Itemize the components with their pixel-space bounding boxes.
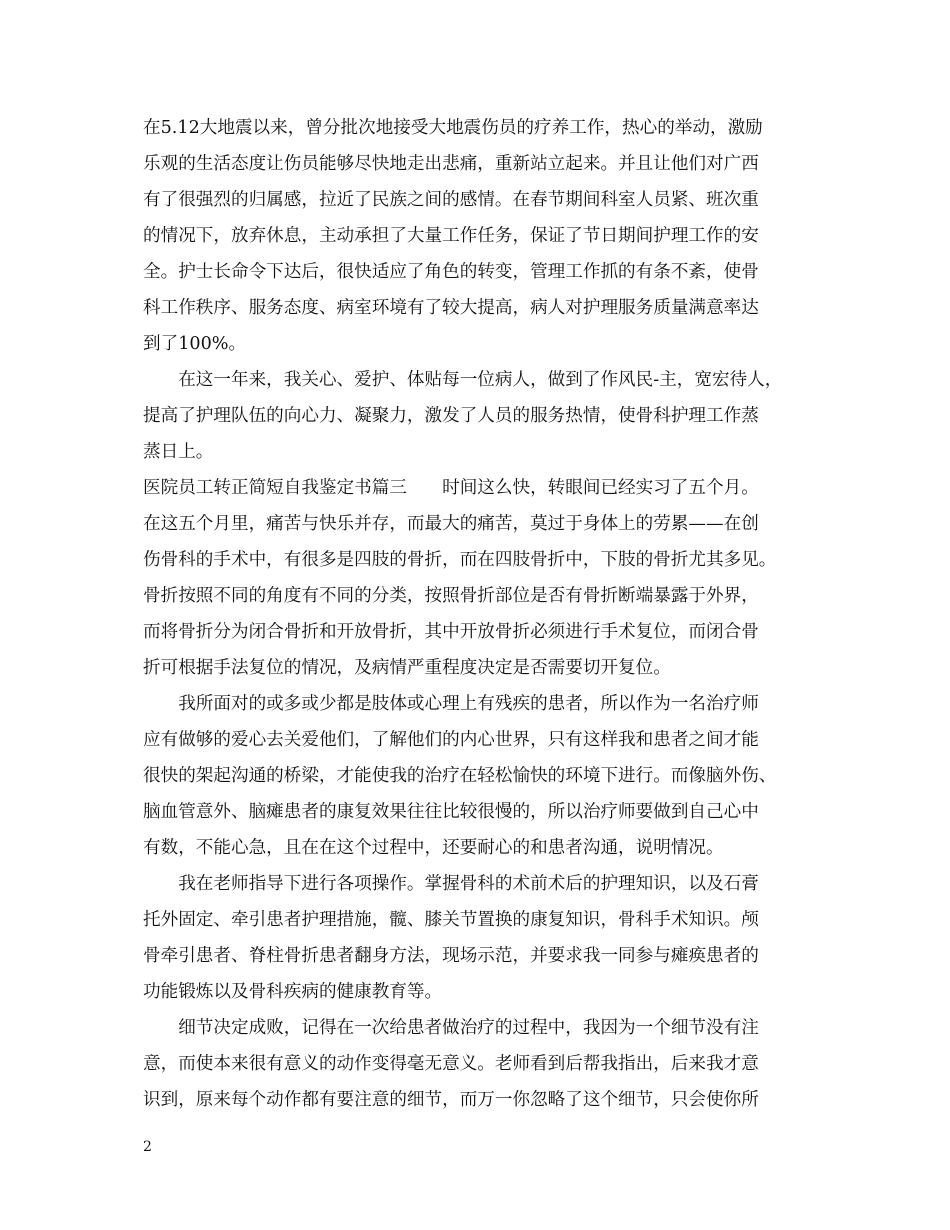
text-line: 很快的架起沟通的桥梁，才能使我的治疗在轻松愉快的环境下进行。而像脑外伤、 xyxy=(143,766,777,786)
text-line: 而将骨折分为闭合骨折和开放骨折，其中开放骨折必须进行手术复位，而闭合骨 xyxy=(143,622,759,642)
text-line: 提高了护理队伍的向心力、凝聚力，激发了人员的服务热情，使骨科护理工作蒸 xyxy=(143,406,759,426)
text-line: 应有做够的爱心去关爱他们，了解他们的内心世界，只有这样我和患者之间才能 xyxy=(143,730,759,750)
page-number: 2 xyxy=(143,1139,152,1155)
text-line: 到了100%。 xyxy=(143,334,247,354)
text-line: 功能锻炼以及骨科疾病的健康教育等。 xyxy=(143,982,443,1002)
text-line: 乐观的生活态度让伤员能够尽快地走出悲痛，重新站立起来。并且让他们对广西 xyxy=(143,154,759,174)
text-line: 意，而使本来很有意义的动作变得毫无意义。老师看到后帮我指出，后来我才意 xyxy=(143,1054,759,1074)
text-line: 折可根据手法复位的情况，及病情严重程度决定是否需要切开复位。 xyxy=(143,658,671,678)
text-line: 蒸日上。 xyxy=(143,442,214,462)
text-line: 伤骨科的手术中，有很多是四肢的骨折，而在四肢骨折中，下肢的骨折尤其多见。 xyxy=(143,550,777,570)
text-line: 有数，不能心急，且在在这个过程中，还要耐心的和患者沟通，说明情况。 xyxy=(143,838,724,858)
text-line: 我所面对的或多或少都是肢体或心理上有残疾的患者，所以作为一名治疗师 xyxy=(143,694,759,714)
text-line: 有了很强烈的归属感，拉近了民族之间的感情。在春节期间科室人员紧、班次重 xyxy=(143,190,759,210)
text-line: 科工作秩序、服务态度、病室环境有了较大提高，病人对护理服务质量满意率达 xyxy=(143,298,759,318)
text-line: 在这一年来，我关心、爱护、体贴每一位病人，做到了作风民-主，宽宏待人， xyxy=(143,370,783,390)
text-line: 骨牵引患者、脊柱骨折患者翻身方法，现场示范，并要求我一同参与瘫痪患者的 xyxy=(143,946,759,966)
text-line: 脑血管意外、脑瘫患者的康复效果往往比较很慢的，所以治疗师要做到自己心中 xyxy=(143,802,759,822)
text-line: 骨折按照不同的角度有不同的分类，按照骨折部位是否有骨折断端暴露于外界， xyxy=(143,586,759,606)
text-line: 全。护士长命令下达后，很快适应了角色的转变，管理工作抓的有条不紊，使骨 xyxy=(143,262,759,282)
text-line: 托外固定、牵引患者护理措施，髋、膝关节置换的康复知识，骨科手术知识。颅 xyxy=(143,910,759,930)
text-line: 识到，原来每个动作都有要注意的细节，而万一你忽略了这个细节，只会使你所 xyxy=(143,1090,759,1110)
text-line: 在这五个月里，痛苦与快乐并存，而最大的痛苦，莫过于身体上的劳累——在创 xyxy=(143,514,759,534)
text-line: 细节决定成败，记得在一次给患者做治疗的过程中，我因为一个细节没有注 xyxy=(143,1018,759,1038)
text-line: 在5.12大地震以来，曾分批次地接受大地震伤员的疗养工作，热心的举动，激励 xyxy=(143,118,763,138)
text-line: 的情况下，放弃休息，主动承担了大量工作任务，保证了节日期间护理工作的安 xyxy=(143,226,759,246)
section-heading-line: 医院员工转正简短自我鉴定书篇三 时间这么快，转眼间已经实习了五个月。 xyxy=(143,478,759,498)
text-line: 我在老师指导下进行各项操作。掌握骨科的术前术后的护理知识，以及石膏 xyxy=(143,874,759,894)
